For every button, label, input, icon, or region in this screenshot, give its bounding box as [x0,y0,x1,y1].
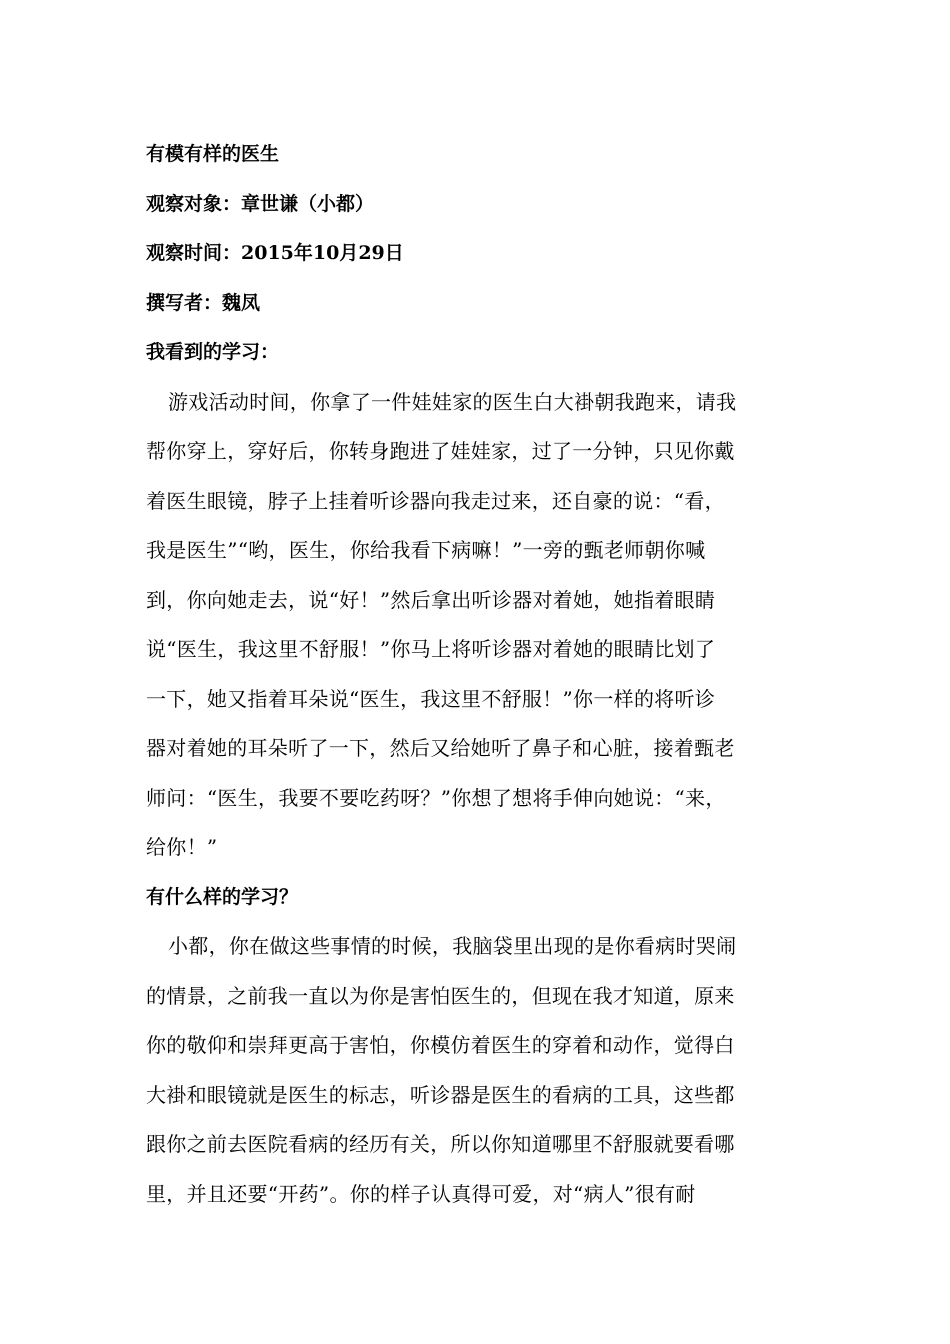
paragraph-line: 的情景，之前我一直以为你是害怕医生的，但现在我才知道，原来 [146,983,735,1008]
paragraph-line: 小都，你在做这些事情的时候，我脑袋里出现的是你看病时哭闹 [168,934,737,958]
paragraph-line: 一下，她又指着耳朵说“医生，我这里不舒服！”你一样的将听诊 [146,686,716,711]
paragraph-line: 师问：“医生，我要不要吃药呀？”你想了想将手伸向她说：“来， [146,785,726,810]
document-body [146,130,811,1219]
document-title: 有模有样的医生 [146,143,280,165]
paragraph-line: 里，并且还要“开药”。你的样子认真得可爱，对“病人”很有耐 [146,1181,696,1206]
paragraph-line: 我是医生”“哟，医生，你给我看下病嘛！”一旁的甄老师朝你喊 [146,538,706,562]
paragraph-line: 器对着她的耳朵听了一下，然后又给她听了鼻子和心脏，接着甄老 [146,736,735,760]
observation-time: 观察时间：2015年10月29日 [146,242,404,264]
paragraph-line: 给你！” [146,835,218,859]
paragraph-line: 你的敬仰和崇拜更高于害怕，你模仿着医生的穿着和动作，觉得白 [146,1033,735,1057]
paragraph-line: 大褂和眼镜就是医生的标志，听诊器是医生的看病的工具，这些都 [146,1082,735,1107]
section-paragraph-learning-type [146,922,811,1219]
paragraph-line: 到，你向她走去，说“好！”然后拿出听诊器对着她，她指着眼睛 [146,587,716,612]
paragraph-line: 着医生眼镜，脖子上挂着听诊器向我走过来，还自豪的说：“看， [146,488,725,513]
paragraph-line: 帮你穿上，穿好后，你转身跑进了娃娃家，过了一分钟，只见你戴 [146,439,735,463]
section-heading-learning-type: 有什么样的学习？ [146,885,299,908]
paragraph-line: 跟你之前去医院看病的经历有关，所以你知道哪里不舒服就要看哪 [146,1132,735,1156]
observation-subject: 观察对象：章世谦（小都） [146,192,375,215]
paragraph-line: 说“医生，我这里不舒服！”你马上将听诊器对着她的眼睛比划了 [146,637,716,661]
author-line: 撰写者：魏凤 [146,291,261,314]
paragraph-line: 游戏活动时间，你拿了一件娃娃家的医生白大褂朝我跑来，请我 [168,389,737,414]
section-paragraph-observed-learning [146,378,811,873]
section-heading-observed-learning: 我看到的学习： [146,341,280,363]
